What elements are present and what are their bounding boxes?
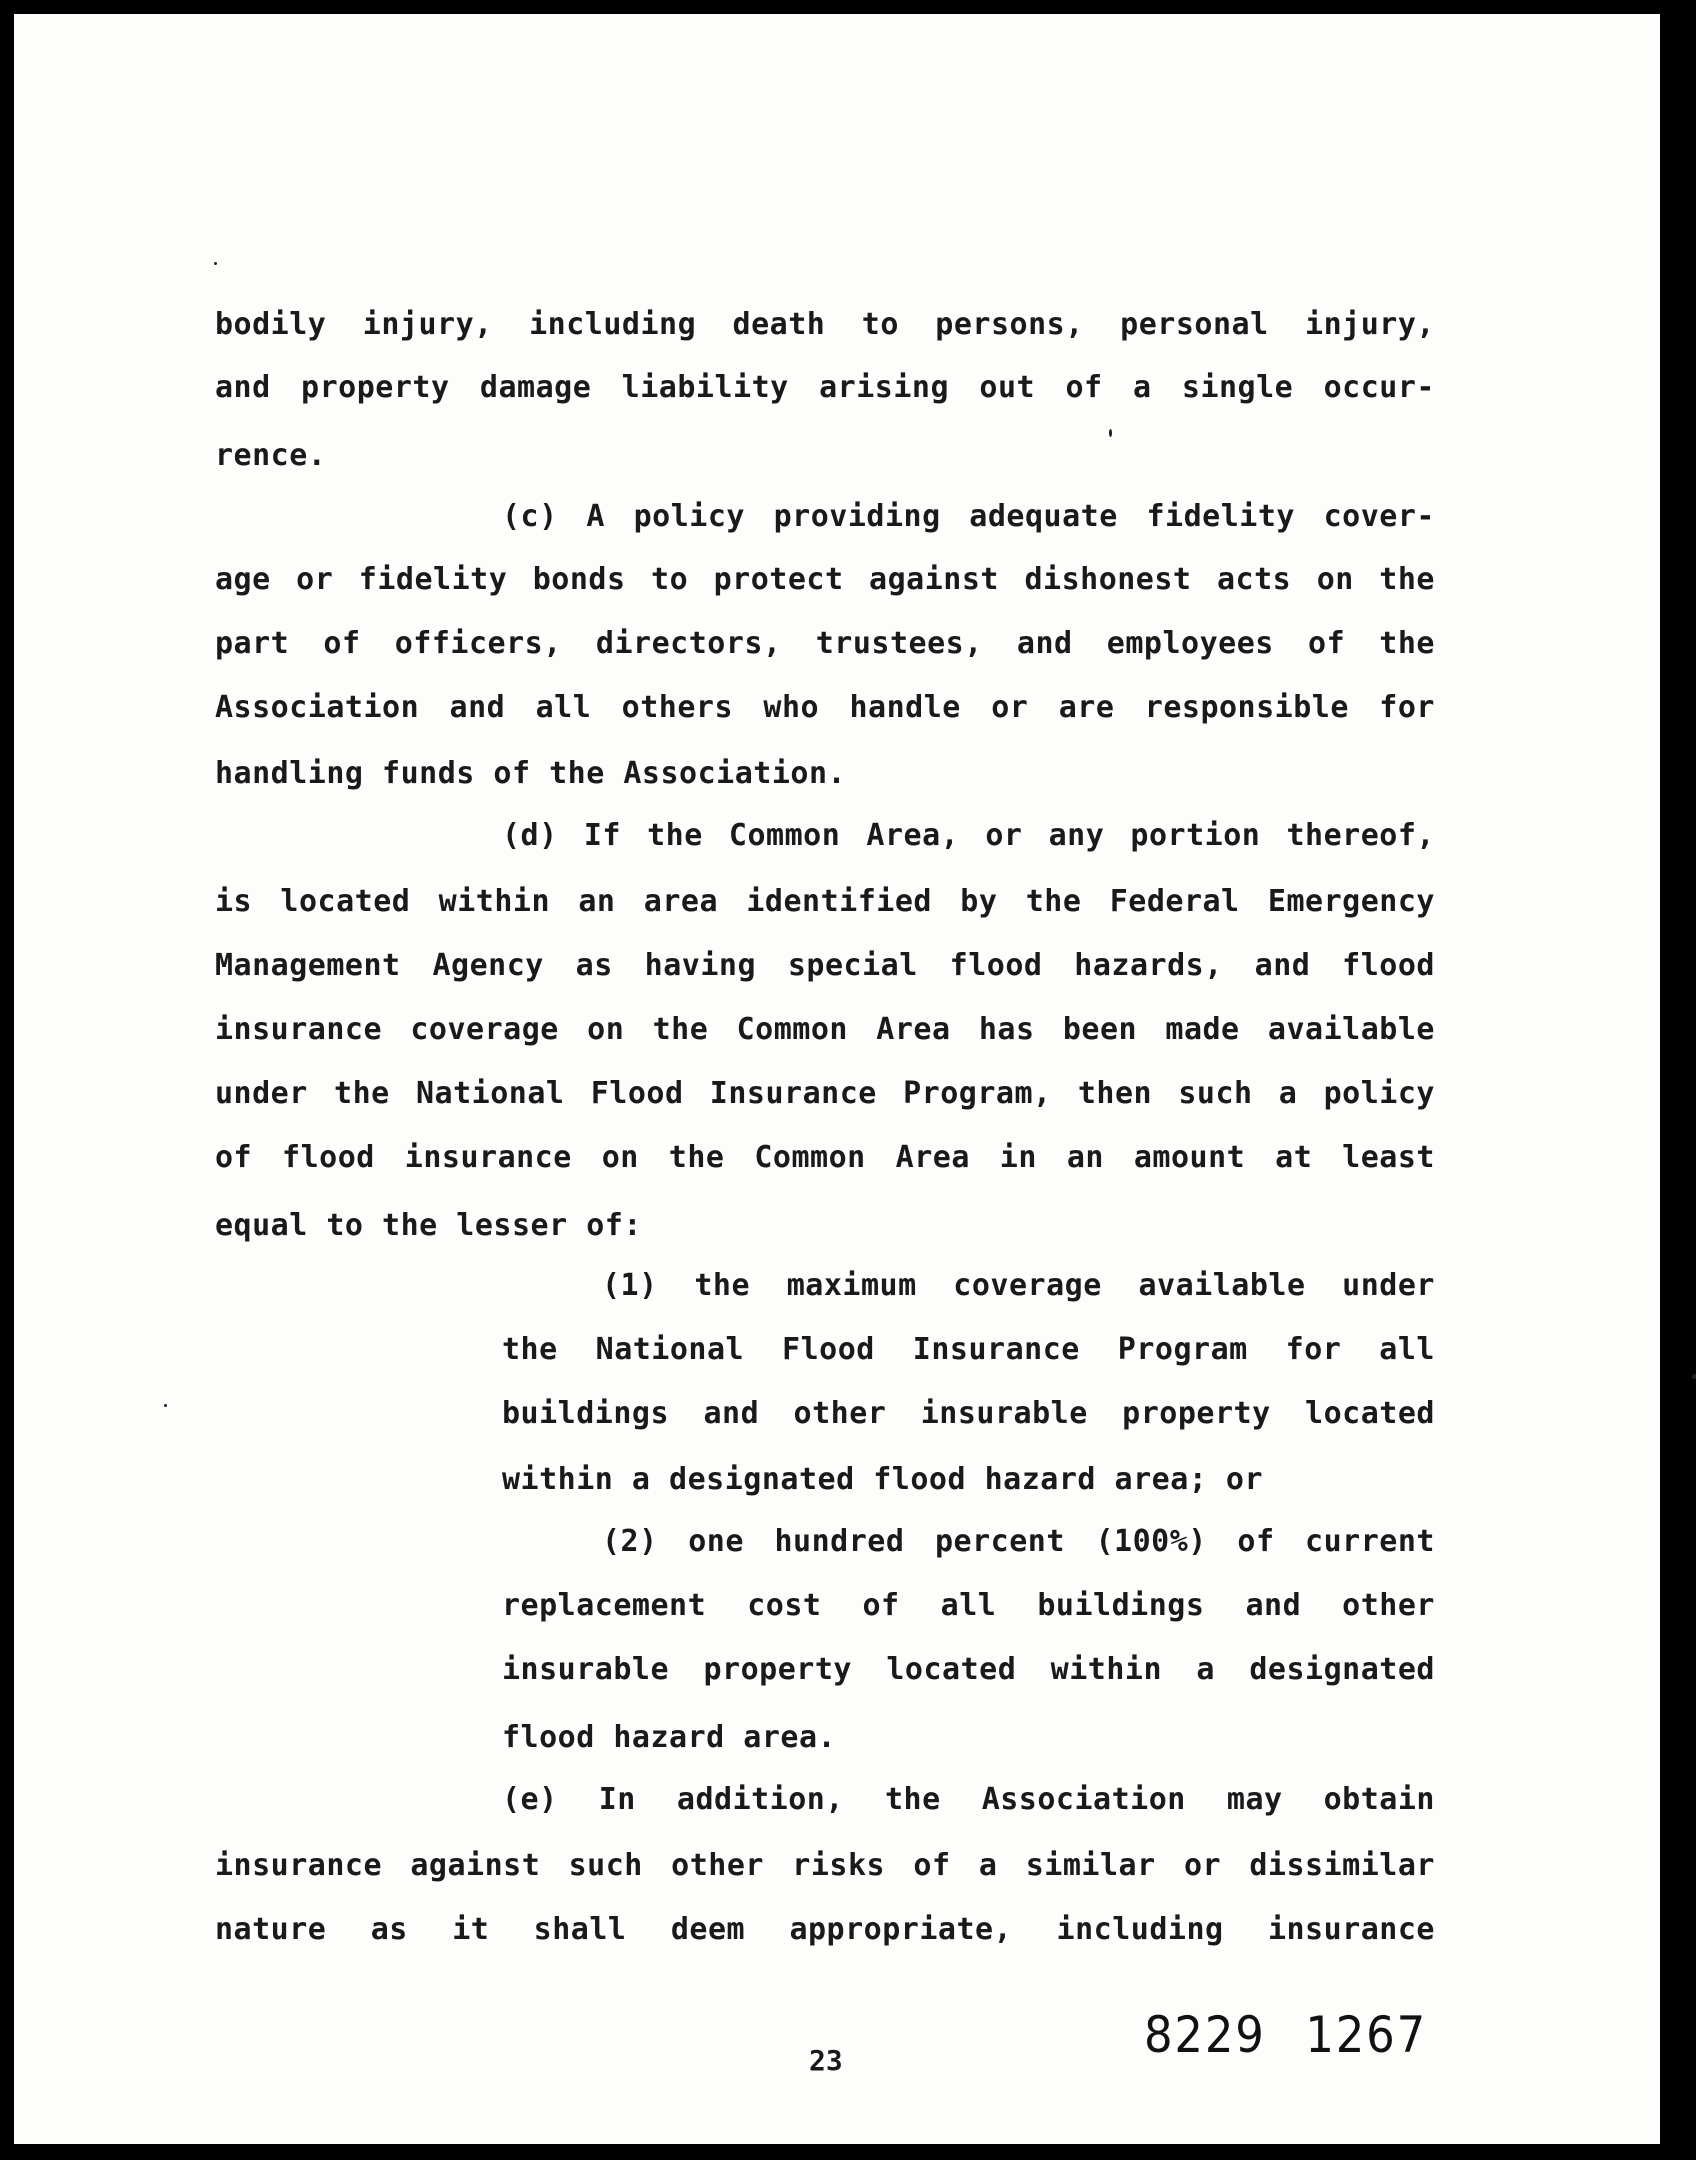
subparagraph-line: insurable property located within a designated <box>502 1652 1435 1687</box>
stamp-book-number: 8229 <box>1144 2006 1266 2064</box>
page-number: 23 <box>809 2044 843 2077</box>
subparagraph-2-heading: (2) one hundred percent (100%) of current <box>602 1524 1435 1559</box>
body-line: and property damage liability arising out of a single occur- <box>215 370 1435 405</box>
subparagraph-line: the National Flood Insurance Program for all <box>502 1332 1435 1367</box>
scan-speck <box>214 262 217 265</box>
body-line: insurance coverage on the Common Area has been made available <box>215 1012 1435 1047</box>
scan-speck <box>1109 429 1112 437</box>
scan-speck <box>164 1404 167 1407</box>
body-line: Association and all others who handle or are responsible for <box>215 690 1435 725</box>
subparagraph-line: buildings and other insurable property located <box>502 1396 1435 1431</box>
body-line: insurance against such other risks of a similar or dissimilar <box>215 1848 1435 1883</box>
book-page-stamp <box>1144 2006 1427 2064</box>
paragraph-d-heading: (d) If the Common Area, or any portion thereof, <box>502 818 1435 853</box>
subparagraph-line: replacement cost of all buildings and other <box>502 1588 1435 1623</box>
body-line: Management Agency as having special flood hazards, and flood <box>215 948 1435 983</box>
body-line: rence. <box>215 438 327 473</box>
body-line: bodily injury, including death to persons, personal injury, <box>215 307 1435 342</box>
scan-speck <box>1692 1374 1696 1379</box>
body-line: of flood insurance on the Common Area in an amount at least <box>215 1140 1435 1175</box>
body-line: part of officers, directors, trustees, and employees of the <box>215 626 1435 661</box>
body-line: age or fidelity bonds to protect against dishonest acts on the <box>215 562 1435 597</box>
subparagraph-line: flood hazard area. <box>502 1720 837 1755</box>
body-line: is located within an area identified by the Federal Emergency <box>215 884 1435 919</box>
body-line: handling funds of the Association. <box>215 756 847 791</box>
body-line: under the National Flood Insurance Program, then such a policy <box>215 1076 1435 1111</box>
document-page <box>14 14 1660 2144</box>
subparagraph-line: within a designated flood hazard area; or <box>502 1462 1264 1497</box>
body-line: equal to the lesser of: <box>215 1208 642 1243</box>
paragraph-e-heading: (e) In addition, the Association may obtain <box>502 1782 1435 1817</box>
stamp-page-number: 1267 <box>1305 2006 1428 2064</box>
subparagraph-1-heading: (1) the maximum coverage available under <box>602 1268 1435 1303</box>
body-line: nature as it shall deem appropriate, including insurance <box>215 1912 1435 1947</box>
paragraph-c-heading: (c) A policy providing adequate fidelity cover- <box>502 499 1435 534</box>
